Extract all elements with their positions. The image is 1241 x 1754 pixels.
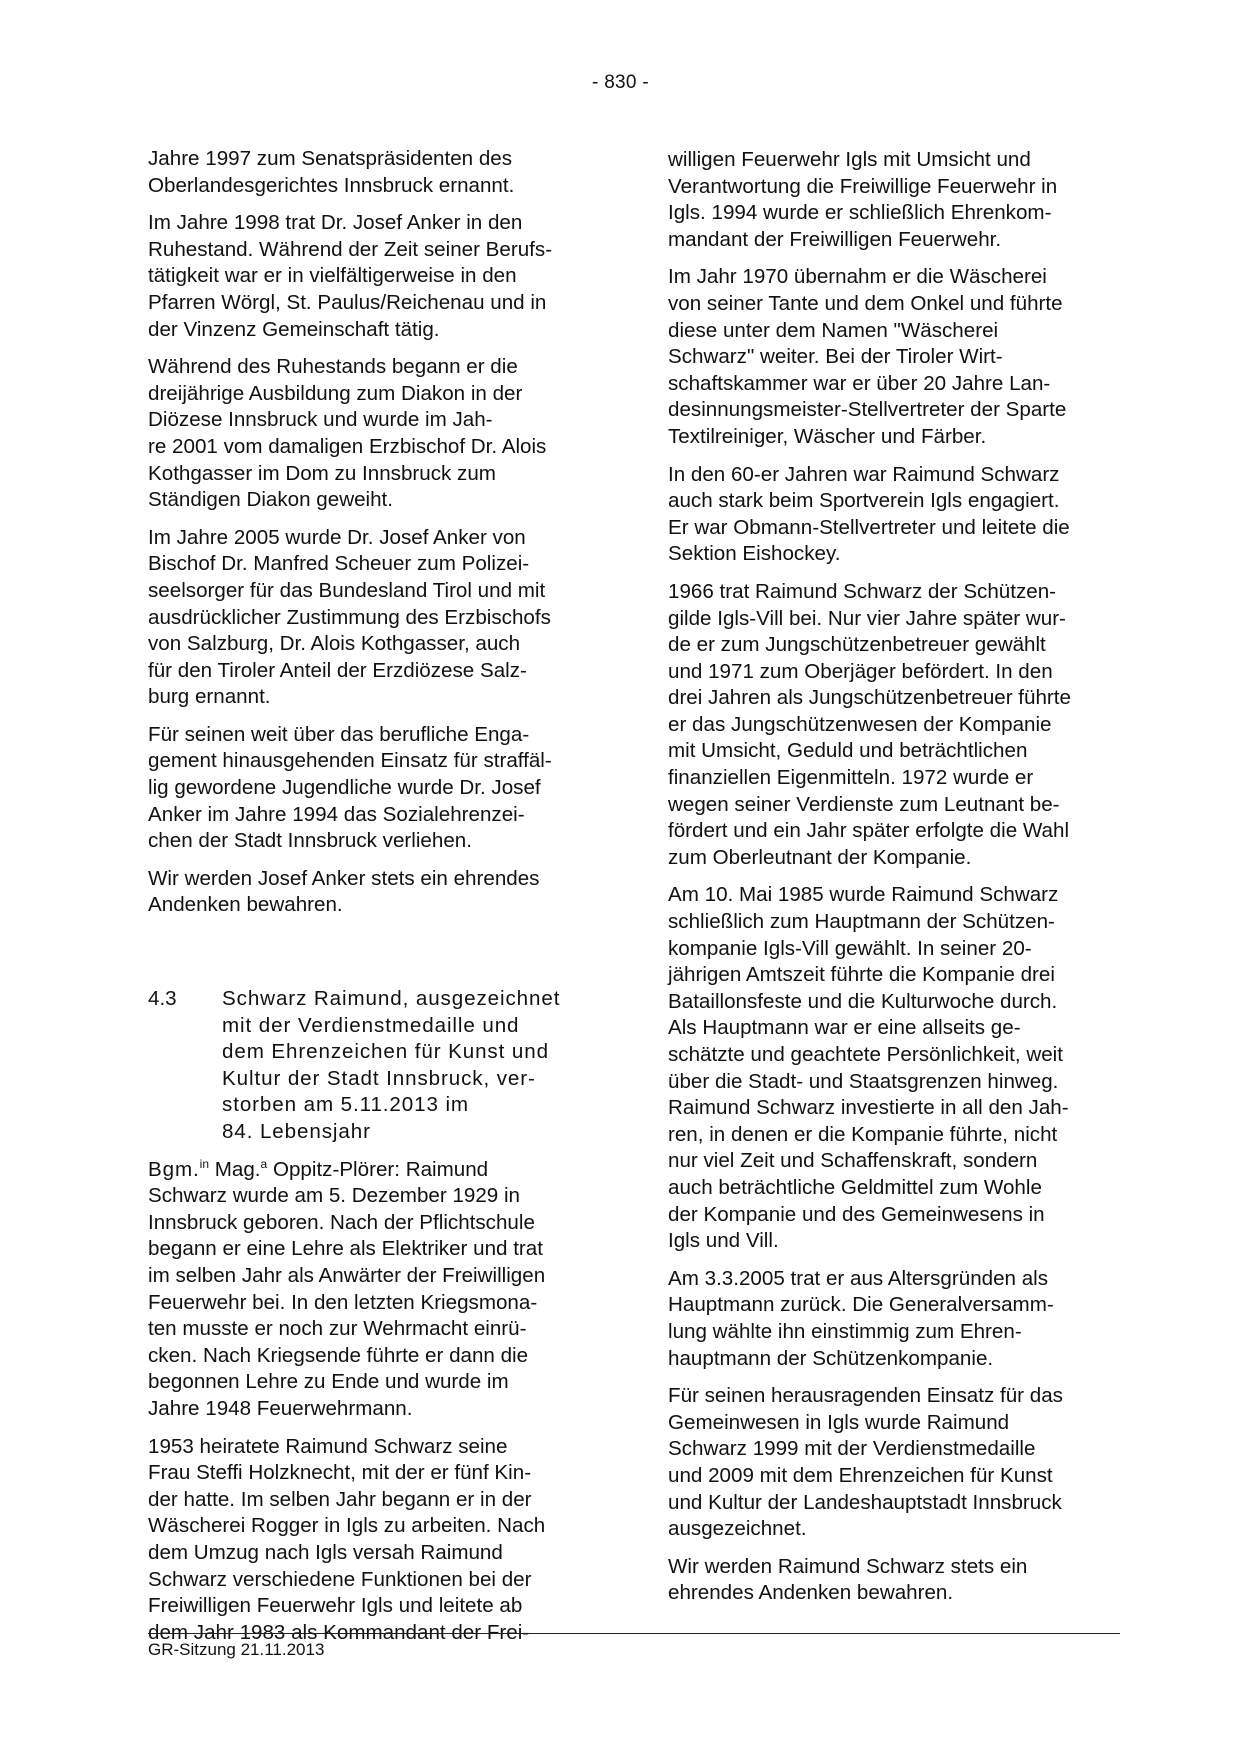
paragraph: Am 3.3.2005 trat er aus Altersgründen als Hauptmann zurück. Die Generalversamm- lung wählte ihn einstimmig zum Ehren- hauptmann der Schützenkompanie. xyxy=(668,1266,1054,1370)
section-spacer xyxy=(148,930,608,986)
speaker-text: Oppitz-Plörer: Raimund Schwarz wurde am 5. Dezember 1929 in Innsbruck geboren. Nach der Pflichtschule begann er eine Lehre als Elektriker und trat im selben Jahr als Anwärter der Freiwilligen Feuerwehr bei. In den letzten Kriegsmona- ten musste er noch zur Wehrmacht einrü- cken. Nach Kriegsende führte er dann die begonnen Lehre zu Ende und wurde im Jahre 1948 Feuerwehrmann. xyxy=(148,1157,546,1420)
footer-divider xyxy=(148,1633,1120,1634)
speaker-paragraph xyxy=(148,1157,608,1423)
speaker-title: Mag. xyxy=(209,1157,261,1181)
left-column xyxy=(148,146,608,1657)
page-number: - 830 - xyxy=(591,72,649,93)
speaker-title-sup: a xyxy=(260,1156,268,1171)
section-title: Schwarz Raimund, ausgezeichnet mit der Verdienstmedaille und dem Ehrenzeichen für Kunst und Kultur der Stadt Innsbruck, ver- storben am 5.11.2013 im 84. Lebensjahr xyxy=(222,987,561,1143)
paragraph: 1966 trat Raimund Schwarz der Schützen- gilde Igls-Vill bei. Nur vier Jahre später wur- de er zum Jungschützenbetreuer gewählt und 1971 zum Oberjäger befördert. In den drei Jahren als Jungschützenbetreuer führte er das Jungschützenwesen der Kompanie mit Umsicht, Geduld und beträchtlichen finanziellen Eigenmitteln. 1972 wurde er wegen seiner Verdienste zum Leutnant be- fördert und ein Jahr später erfolgte die Wahl zum Oberleutnant der Kompanie. xyxy=(668,579,1071,869)
right-column xyxy=(668,147,1134,1618)
section-heading xyxy=(148,986,608,1146)
paragraph: Am 10. Mai 1985 wurde Raimund Schwarz schließlich zum Hauptmann der Schützen- kompanie Igls-Vill gewählt. In seiner 20- jährigen Amtszeit führte die Kompanie drei Bataillonsfeste und die Kulturwoche durch. Als Hauptmann war er eine allseits ge- schätzte und geachtete Persönlichkeit, weit über die Stadt- und Staatsgrenzen hinweg. Raimund Schwarz investierte in all den Jah- ren, in denen er die Kompanie führte, nicht nur viel Zeit und Schaffenskraft, sondern auch beträchtliche Geldmittel zum Wohle der Kompanie und des Gemeinwesens in Igls und Vill. xyxy=(668,883,1069,1253)
paragraph: Im Jahre 2005 wurde Dr. Josef Anker von Bischof Dr. Manfred Scheuer zum Polizei- seelsorger für das Bundesland Tirol und mit ausdrücklicher Zustimmung des Erzbischofs von Salzburg, Dr. Alois Kothgasser, auch für den Tiroler Anteil der Erzdiözese Salz- burg ernannt. xyxy=(148,525,551,709)
paragraph: willigen Feuerwehr Igls mit Umsicht und Verantwortung die Freiwillige Feuerwehr in Igls. 1994 wurde er schließlich Ehrenkom- mandant der Freiwilligen Feuerwehr. xyxy=(668,148,1058,251)
paragraph: Im Jahr 1970 übernahm er die Wäscherei von seiner Tante und dem Onkel und führte diese unter dem Namen "Wäscherei Schwarz" weiter. Bei der Tiroler Wirt- schaftskammer war er über 20 Jahre Lan- desinnungsmeister-Stellvertreter der Sparte Textilreiniger, Wäscher und Färber. xyxy=(668,265,1067,448)
paragraph: Während des Ruhestands begann er die dreijährige Ausbildung zum Diakon in der Diözese Innsbruck und wurde im Jah- re 2001 vom damaligen Erzbischof Dr. Alois Kothgasser im Dom zu Innsbruck zum Ständigen Diakon geweiht. xyxy=(148,355,547,512)
paragraph: Wir werden Josef Anker stets ein ehrendes Andenken bewahren. xyxy=(148,866,540,917)
paragraph: In den 60-er Jahren war Raimund Schwarz auch stark beim Sportverein Igls engagiert. Er war Obmann-Stellvertreter und leitete die Sektion Eishockey. xyxy=(668,462,1070,566)
footer-text: GR-Sitzung 21.11.2013 xyxy=(148,1640,325,1659)
section-number: 4.3 xyxy=(148,987,177,1011)
paragraph: Im Jahre 1998 trat Dr. Josef Anker in den Ruhestand. Während der Zeit seiner Berufs- tätigkeit war er in vielfältigerweise in den Pfarren Wörgl, St. Paulus/Reichenau und in der Vinzenz Gemeinschaft tätig. xyxy=(148,211,553,341)
paragraph: 1953 heiratete Raimund Schwarz seine Frau Steffi Holzknecht, mit der er fünf Kin- der hatte. Im selben Jahr begann er in der Wäscherei Rogger in Igls zu arbeiten. Nach dem Umzug nach Igls versah Raimund Schwarz verschiedene Funktionen bei der Freiwilligen Feuerwehr Igls und leitete ab dem Jahr 1983 als Kommandant der Frei- xyxy=(148,1434,546,1644)
paragraph: Jahre 1997 zum Senatspräsidenten des Oberlandesgerichtes Innsbruck ernannt. xyxy=(148,147,515,197)
speaker-prefix: Bgm. xyxy=(148,1157,200,1181)
paragraph: Wir werden Raimund Schwarz stets ein ehrendes Andenken bewahren. xyxy=(668,1554,1028,1605)
paragraph: Für seinen weit über das berufliche Enga- gement hinausgehenden Einsatz für straffäl- lig gewordene Jugendliche wurde Dr. Josef Anker im Jahre 1994 das Sozialehrenzei- chen der Stadt Innsbruck verliehen. xyxy=(148,722,552,853)
paragraph: Für seinen herausragenden Einsatz für das Gemeinwesen in Igls wurde Raimund Schwarz 1999 mit der Verdienstmedaille und 2009 mit dem Ehrenzeichen für Kunst und Kultur der Landeshauptstadt Innsbruck ausgezeichnet. xyxy=(668,1384,1063,1541)
speaker-prefix-sup: in xyxy=(199,1156,210,1171)
